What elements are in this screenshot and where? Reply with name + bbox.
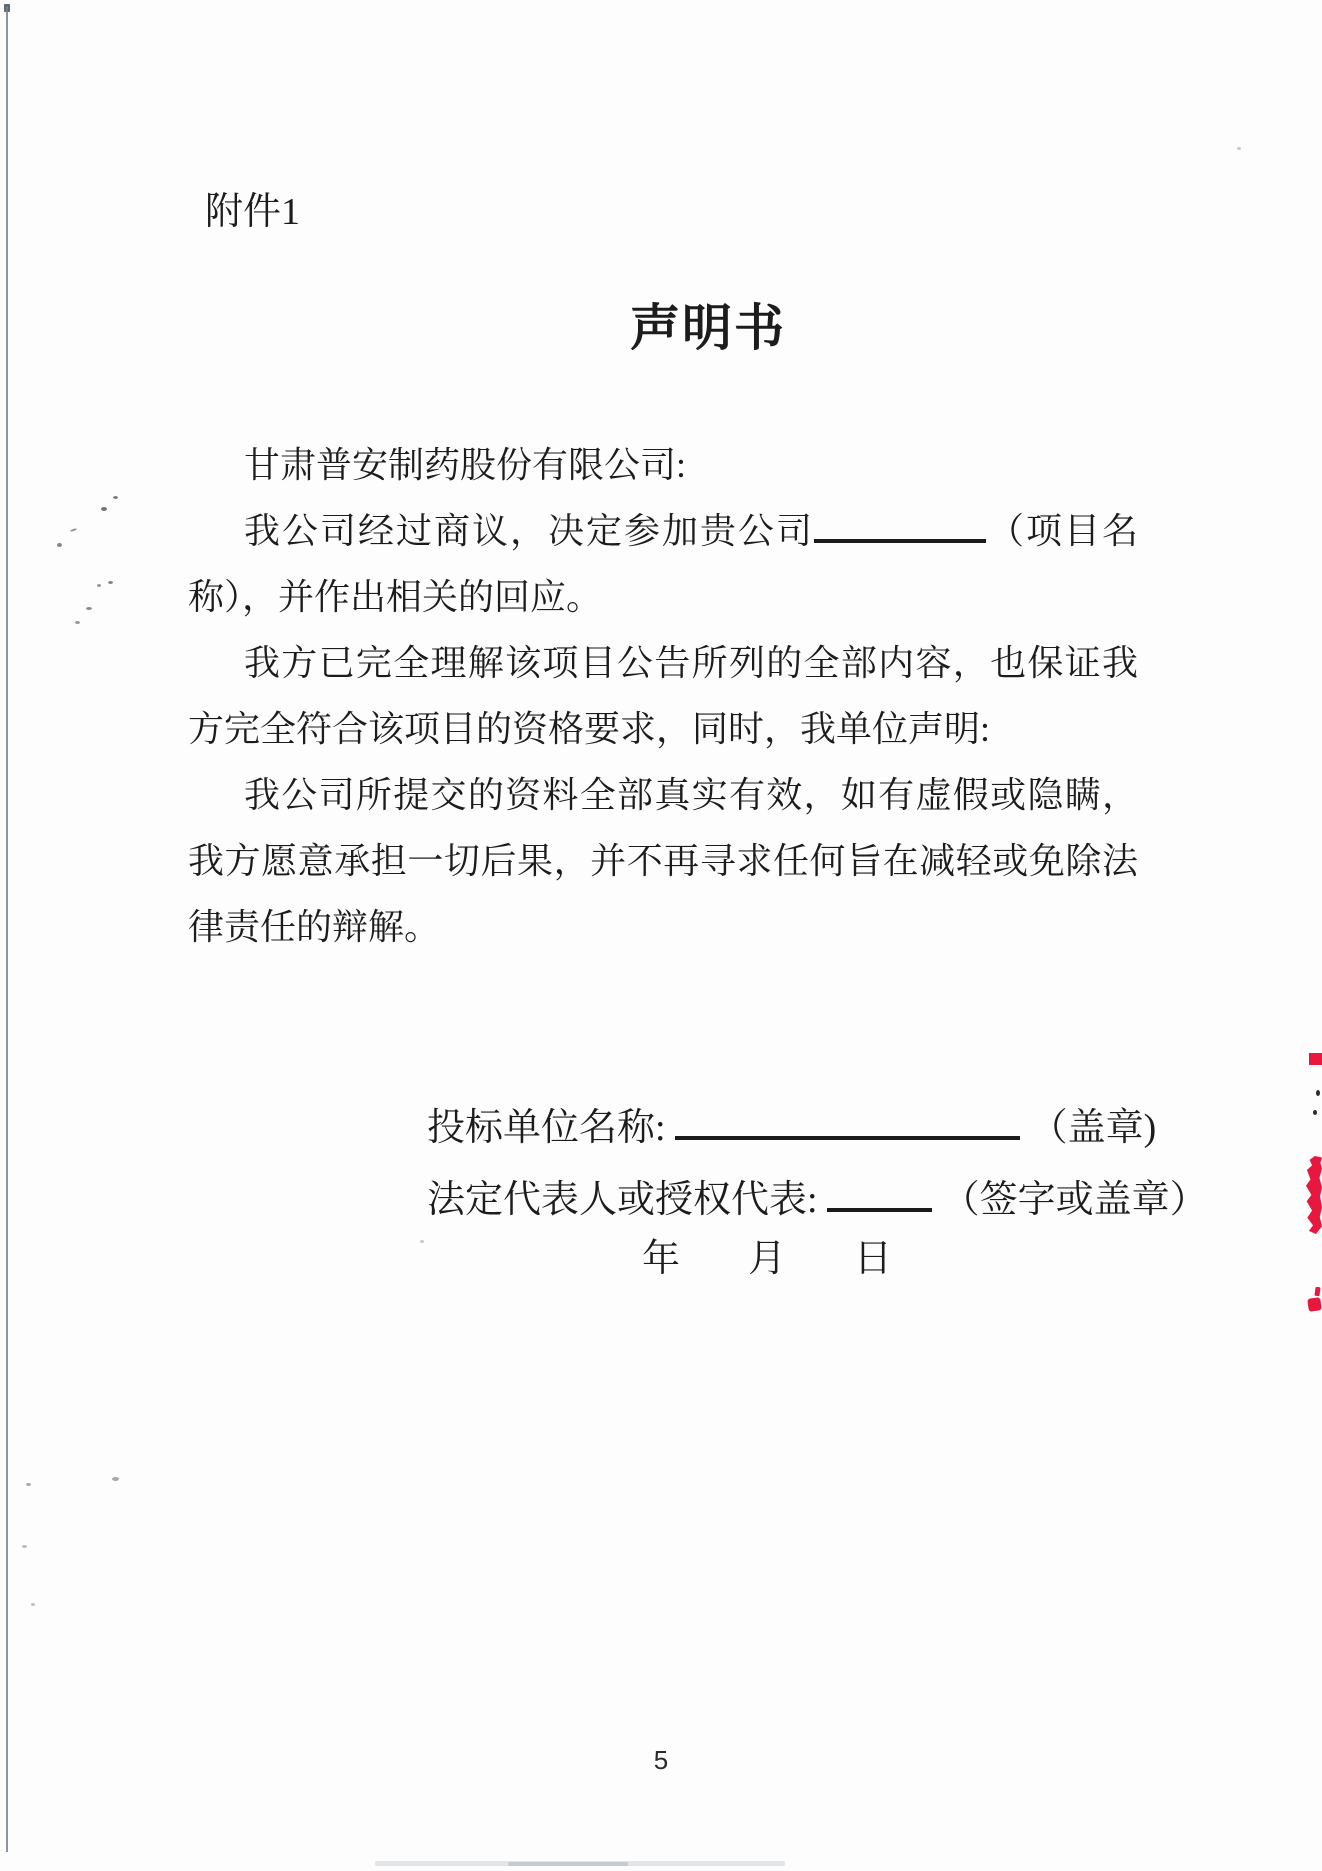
scan-speckle bbox=[108, 581, 113, 584]
ink-dot bbox=[1316, 1090, 1320, 1096]
bidder-signature-line bbox=[427, 1096, 1156, 1157]
body-line bbox=[188, 696, 1138, 762]
scan-speckle bbox=[101, 507, 107, 511]
body-text: 我公司所提交的资料全部真实有效，如有虚假或隐瞒， bbox=[244, 775, 1138, 815]
scan-speckle bbox=[1237, 147, 1241, 150]
scan-speckle bbox=[112, 1477, 119, 1481]
scan-speckle bbox=[113, 496, 118, 499]
body-line bbox=[188, 432, 1138, 498]
document-body bbox=[188, 432, 1138, 960]
seal-fragment-dot bbox=[1307, 1297, 1322, 1312]
fill-in-blank-line bbox=[814, 499, 986, 543]
date-day-label: 日 bbox=[854, 1238, 893, 1280]
date-month-label: 月 bbox=[748, 1238, 787, 1280]
scan-speckle bbox=[420, 1240, 424, 1243]
body-text: 律责任的辩解。 bbox=[188, 907, 441, 947]
body-line bbox=[188, 498, 1138, 564]
representative-seal-note: （签字或盖章） bbox=[941, 1179, 1208, 1221]
representative-blank bbox=[827, 1168, 932, 1212]
bidder-name-label: 投标单位名称: bbox=[427, 1107, 666, 1149]
scan-speckle bbox=[31, 1603, 35, 1606]
scan-speckle bbox=[26, 1483, 31, 1486]
seal-fragment-blob bbox=[1306, 1156, 1322, 1234]
body-text: 方完全符合该项目的资格要求，同时，我单位声明: bbox=[188, 709, 991, 749]
body-text: 我公司经过商议，决定参加贵公司 bbox=[244, 511, 814, 551]
date-line bbox=[642, 1234, 892, 1284]
scan-bottom-smudge bbox=[508, 1862, 628, 1866]
bidder-seal-note: （盖章) bbox=[1029, 1107, 1157, 1149]
scan-edge-line bbox=[6, 6, 8, 1852]
ink-dot bbox=[1313, 1110, 1317, 1115]
scan-speckle bbox=[22, 1545, 27, 1548]
scan-speckle bbox=[57, 543, 62, 547]
document-title: 声明书 bbox=[630, 300, 786, 356]
date-year-label: 年 bbox=[642, 1238, 681, 1280]
body-line bbox=[188, 828, 1138, 894]
body-line bbox=[188, 630, 1138, 696]
body-line bbox=[188, 564, 1138, 630]
page-number: 5 bbox=[653, 1745, 669, 1775]
body-line bbox=[188, 762, 1138, 828]
bidder-name-blank bbox=[675, 1096, 1020, 1140]
representative-signature-line bbox=[427, 1168, 1208, 1229]
body-text: 甘肃普安制药股份有限公司: bbox=[244, 445, 687, 485]
scan-speckle bbox=[70, 528, 77, 532]
attachment-label: 附件1 bbox=[205, 191, 301, 233]
seal-fragment-tick bbox=[1314, 1287, 1320, 1297]
body-line bbox=[188, 894, 1138, 960]
seal-fragment-square bbox=[1309, 1053, 1322, 1065]
body-text: 我方已完全理解该项目公告所列的全部内容，也保证我 bbox=[244, 643, 1138, 683]
body-text: 称），并作出相关的回应。 bbox=[188, 577, 603, 617]
body-text: 我方愿意承担一切后果，并不再寻求任何旨在减轻或免除法 bbox=[188, 841, 1138, 881]
scan-speckle bbox=[97, 584, 101, 587]
body-text: （项目名 bbox=[985, 511, 1138, 551]
scan-speckle bbox=[86, 607, 92, 610]
scan-speckle bbox=[75, 621, 80, 624]
representative-label: 法定代表人或授权代表: bbox=[427, 1179, 818, 1221]
